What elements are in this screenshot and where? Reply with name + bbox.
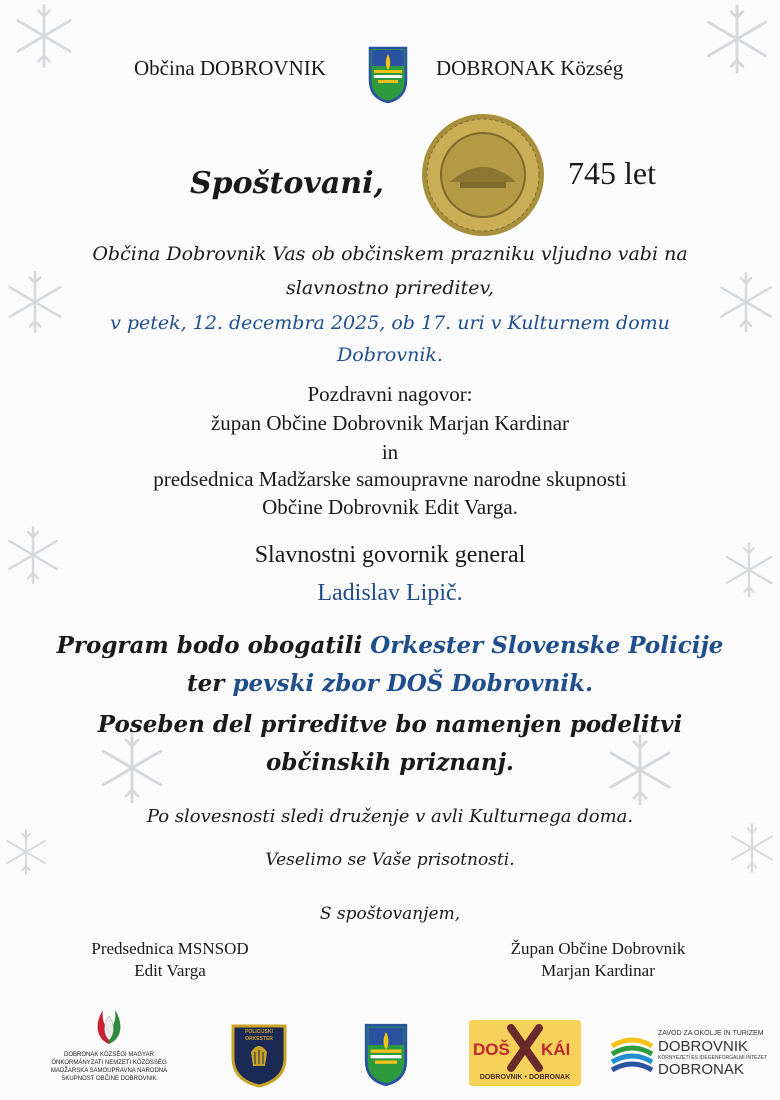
police-text: ORKESTER <box>245 1036 273 1042</box>
speeches-line-1: župan Občine Dobrovnik Marjan Kardinar <box>210 411 570 435</box>
waves-icon <box>610 1034 654 1074</box>
speeches-line-3: predsednica Madžarske samoupravne narodne skupnosti <box>153 467 627 491</box>
invitation-venue-line: Dobrovnik. <box>337 344 443 366</box>
msnsod-text: MADŽARSKA SAMOUPRAVNA NARODNA <box>50 1068 168 1074</box>
msnsod-logo <box>44 1004 174 1083</box>
program-text: ter <box>187 670 233 697</box>
signature-right-title: Župan Občine Dobrovnik <box>510 939 686 958</box>
flame-icon <box>89 1004 129 1046</box>
after-event-text: Po slovesnosti sledi druženje v avli Kulturnega doma. <box>146 806 634 827</box>
header-left-text: Občina DOBROVNIK <box>134 56 326 80</box>
dos-text: DOŠ <box>473 1040 510 1059</box>
police-orchestra-logo <box>229 1022 289 1088</box>
coat-of-arms-icon <box>368 46 408 104</box>
choir-name: pevski zbor DOŠ Dobrovnik. <box>232 670 593 697</box>
speeches-line-4: Občine Dobrovnik Edit Varga. <box>262 495 518 519</box>
snowflake-icon <box>8 0 80 72</box>
police-text: POLICIJSKI <box>245 1029 273 1035</box>
header-right-text: DOBRONAK Község <box>436 56 624 80</box>
msnsod-text: DOBRONAK KÖZSÉGI MAGYAR <box>64 1052 154 1058</box>
medal-image <box>420 112 546 238</box>
invitation-date-line: v petek, 12. decembra 2025, ob 17. uri v Kulturnem domu <box>110 312 670 334</box>
signature-left-title: Predsednica MSNSOD <box>91 939 249 958</box>
kai-text: KÁI <box>541 1040 571 1059</box>
coat-of-arms-icon <box>364 1023 408 1087</box>
snowflake-icon <box>698 0 776 78</box>
speaker-name: Ladislav Lipič. <box>317 580 463 606</box>
cross-icon <box>507 1024 543 1072</box>
anniversary-label: 745 let <box>568 155 656 191</box>
program-line-3: Poseben del prireditve bo namenjen podelitvi <box>97 711 683 738</box>
msnsod-text: ÖNKORMÁNYZATI NEMZETI KÖZÖSSÉG <box>51 1060 167 1066</box>
dos-subtitle: DOBROVNIK • DOBRONAK <box>479 1074 571 1081</box>
dos-kai-logo <box>469 1020 581 1086</box>
zavod-text: DOBRONAK <box>658 1061 744 1078</box>
speeches-title: Pozdravni nagovor: <box>307 382 473 406</box>
invitation-line-1: Občina Dobrovnik Vas ob občinskem prazniku vljudno vabi na <box>92 243 688 265</box>
zavod-text: ZAVOD ZA OKOLJE IN TURIZEM <box>658 1030 764 1037</box>
speaker-line: Slavnostni govornik general <box>254 542 526 568</box>
signature-left <box>60 938 280 982</box>
orchestra-name: Orkester Slovenske Policije <box>370 632 724 659</box>
zavod-text: DOBROVNIK <box>658 1038 749 1055</box>
program-line-1 <box>0 632 780 659</box>
signature-right <box>478 938 718 982</box>
program-line-4: občinskih priznanj. <box>266 749 514 776</box>
program-text: Program bodo obogatili <box>56 632 371 659</box>
signature-right-name: Marjan Kardinar <box>541 961 655 980</box>
regards-text: S spoštovanjem, <box>319 904 461 924</box>
speeches-line-2: in <box>381 440 399 464</box>
program-line-2 <box>0 670 780 697</box>
zavod-logo <box>610 1030 780 1078</box>
closing-text: Veselimo se Vaše prisotnosti. <box>265 850 515 870</box>
signature-left-name: Edit Varga <box>134 961 206 980</box>
greeting: Spoštovani, <box>190 166 384 201</box>
msnsod-text: SKUPNOST OBČINE DOBROVNIK <box>61 1076 157 1082</box>
zavod-text: KÖRNYEZETI ÉS IDEGENFORGALMI INTÉZET <box>658 1055 767 1061</box>
invitation-line-2: slavnostno prireditev, <box>286 277 494 299</box>
